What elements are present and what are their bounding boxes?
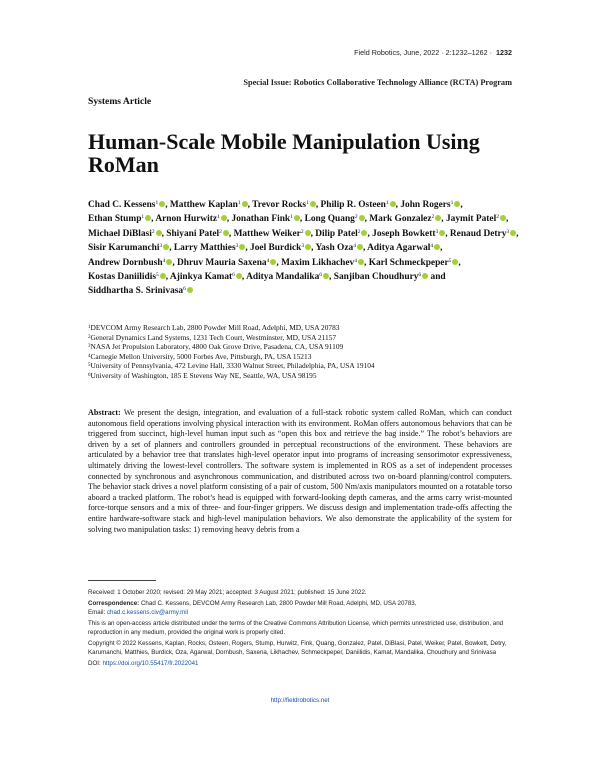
orcid-icon[interactable] bbox=[439, 230, 445, 236]
author-name: Sisir Karumanchi bbox=[88, 243, 160, 254]
author-name: Jaymit Patel bbox=[445, 214, 497, 225]
affiliation-number: 4 bbox=[88, 353, 91, 359]
affiliation-text: University of Pennsylvania, 472 Levine Hall, 3330 Walnut Street, Philadelphia, PA, USA 19104 bbox=[90, 361, 375, 370]
author bbox=[170, 200, 248, 210]
orcid-icon[interactable] bbox=[294, 215, 300, 221]
orcid-icon[interactable] bbox=[305, 244, 311, 250]
orcid-icon[interactable] bbox=[242, 201, 248, 207]
author-affiliation-mark: 1 bbox=[237, 200, 241, 206]
author bbox=[252, 200, 316, 210]
author-conjunction: and bbox=[430, 272, 446, 283]
author-affiliation-mark: 3 bbox=[235, 243, 239, 250]
affiliation-number: 3 bbox=[88, 344, 91, 349]
author-name: Philip R. Osteen bbox=[320, 200, 386, 210]
author-name: Siddhartha S. Srinivasa bbox=[88, 286, 184, 297]
author-affiliation-mark: 3 bbox=[506, 228, 510, 235]
affiliation-text: General Dynamics Land Systems, 1231 Tech Court, Westminster, MD, USA 21157 bbox=[90, 332, 337, 342]
author-name: Shiyani Patel bbox=[166, 228, 220, 239]
special-issue-line: Special Issue: Robotics Collaborative Technology Alliance (RCTA) Program bbox=[243, 78, 512, 87]
author-affiliation-mark: 4 bbox=[430, 243, 434, 250]
affiliation-number: 2 bbox=[88, 334, 91, 340]
author-name: Matthew Weiker bbox=[233, 228, 301, 239]
author-affiliation-mark: 2 bbox=[151, 228, 155, 235]
author bbox=[446, 214, 506, 224]
author bbox=[174, 243, 245, 253]
author-affiliation-mark: 5 bbox=[448, 257, 452, 264]
author-name: Yash Oza bbox=[315, 243, 354, 254]
footnote-rule bbox=[88, 580, 156, 581]
author-affiliation-mark: 2 bbox=[357, 228, 361, 235]
affiliation-text: University of Washington, 185 E Stevens Way NE, Seattle, WA, USA 98195 bbox=[90, 370, 317, 380]
orcid-icon[interactable] bbox=[270, 259, 276, 265]
author-name: Ethan Stump bbox=[88, 214, 142, 225]
affiliation-number: 5 bbox=[88, 363, 91, 368]
orcid-icon[interactable] bbox=[223, 230, 229, 236]
affiliation-line bbox=[88, 333, 528, 343]
author bbox=[88, 272, 166, 282]
page-number: 1232 bbox=[496, 48, 512, 57]
author bbox=[88, 286, 193, 296]
author-list: Chad C. Kessens$^1$ , Matthew Kaplan$^1$ , Trevor Rocks$^1$ , Philip R. Osteen$^1$ , John Rogers$^1$ , Ethan Stump$^1$ , Arnon Hurwitz$^1$ , Jonathan Fink$^1$ , Long Quang$^2$ , Mark Gonzalez$^2$ , Jaymit Patel$^2$ , Michael DiBlasi$^2$ , Shiyani Patel$^2$ , Matthew Weiker$^2$ , Dilip Patel$^2$ , Joseph Bowkett$^3$ , Renaud Detry$^3$ , Sisir Karumanchi$^3$ , Larry Matthies$^3$ , Joel Burdick$^3$ , Yash Oza$^4$ , Aditya Agarwal$^4$ , Andrew Dornbush$^4$ , Dhruv Mauria Saxena$^4$ , Maxim Likhachev$^4$ , Karl Schmeckpeper$^5$ , Kostas Daniilidis$^5$ , Ajinkya Kamat$^6$ , Aditya Mandalika$^6$ , Sanjiban Choudhury$^6$ and Siddhartha S. Srinivasa$^6$ bbox=[88, 200, 519, 297]
affiliation-number: 6 bbox=[88, 372, 91, 378]
orcid-icon[interactable] bbox=[500, 215, 506, 221]
author-name: Jonathan Fink bbox=[231, 214, 291, 225]
orcid-icon[interactable] bbox=[510, 230, 516, 236]
author bbox=[305, 214, 365, 224]
affiliation-line bbox=[88, 323, 528, 333]
orcid-icon[interactable] bbox=[390, 201, 396, 207]
author-name: Dilip Patel bbox=[315, 228, 358, 239]
running-header bbox=[354, 48, 512, 57]
affiliation-text: NASA Jet Propulsion Laboratory, 4800 Oak Grove Drive, Pasadena, CA, USA 91109 bbox=[90, 342, 344, 351]
author-name: Andrew Dornbush bbox=[88, 257, 163, 268]
author-name: Aditya Mandalika bbox=[246, 272, 320, 283]
author-affiliation-mark: 4 bbox=[162, 257, 166, 264]
footnotes bbox=[88, 589, 518, 671]
author-name: Long Quang bbox=[304, 214, 355, 225]
author-name: Joseph Bowkett bbox=[372, 228, 436, 239]
author bbox=[246, 272, 329, 282]
author-affiliation-mark: 2 bbox=[300, 228, 304, 235]
orcid-icon[interactable] bbox=[160, 273, 166, 279]
orcid-icon[interactable] bbox=[361, 230, 367, 236]
orcid-icon[interactable] bbox=[454, 201, 460, 207]
affiliation-line bbox=[88, 361, 528, 371]
author bbox=[234, 229, 311, 239]
author-affiliation-mark: 1 bbox=[450, 200, 454, 206]
author bbox=[450, 229, 516, 239]
author-name: Maxim Likhachev bbox=[281, 257, 355, 268]
author-affiliation-mark: 1 bbox=[306, 200, 309, 206]
abstract-label: Abstract: bbox=[88, 408, 121, 417]
author-affiliation-mark: 6 bbox=[232, 272, 235, 279]
author bbox=[321, 200, 396, 210]
author-affiliation-mark: 2 bbox=[431, 214, 435, 221]
running-header-text: Field Robotics, June, 2022 · 2:1232–1262 · bbox=[354, 48, 492, 57]
author-name: Michael DiBlasi bbox=[88, 228, 152, 239]
doi-line bbox=[88, 660, 518, 669]
author bbox=[315, 243, 363, 253]
author-name: Renaud Detry bbox=[449, 228, 507, 239]
orcid-icon[interactable] bbox=[358, 259, 364, 265]
author bbox=[177, 258, 276, 268]
orcid-icon[interactable] bbox=[239, 244, 245, 250]
orcid-icon[interactable] bbox=[236, 273, 242, 279]
author bbox=[367, 243, 440, 253]
orcid-icon[interactable] bbox=[163, 244, 169, 250]
author-affiliation-mark: 6 bbox=[418, 272, 422, 279]
orcid-icon[interactable] bbox=[323, 273, 329, 279]
author-name: Aditya Agarwal bbox=[367, 243, 431, 254]
author-affiliation-mark: 2 bbox=[354, 214, 358, 221]
orcid-icon[interactable] bbox=[357, 244, 363, 250]
author-affiliation-mark: 1 bbox=[385, 200, 389, 206]
author bbox=[88, 214, 151, 224]
email-link[interactable]: chad.c.kessens.civ@army.mil bbox=[106, 608, 189, 616]
author bbox=[250, 243, 311, 253]
author-name: Sanjiban Choudhury bbox=[333, 272, 419, 283]
dates-line: Received: 1 October 2020; revised: 29 May 2021; accepted: 3 August 2021; published: 15 June 2022. bbox=[88, 589, 367, 596]
author bbox=[88, 243, 169, 253]
orcid-icon[interactable] bbox=[435, 215, 441, 221]
author bbox=[170, 272, 242, 282]
author-affiliation-mark: 1 bbox=[217, 214, 220, 221]
author bbox=[334, 272, 428, 282]
author bbox=[372, 229, 445, 239]
paper-title: Human-Scale Mobile Manipulation Using RoMan bbox=[88, 129, 480, 177]
author-name: Chad C. Kessens bbox=[88, 200, 156, 210]
orcid-icon[interactable] bbox=[145, 215, 151, 221]
author bbox=[88, 258, 172, 268]
author-name: Larry Matthies bbox=[173, 243, 236, 254]
author bbox=[166, 229, 229, 239]
orcid-icon[interactable] bbox=[305, 230, 311, 236]
abstract bbox=[88, 408, 512, 535]
orcid-icon[interactable] bbox=[156, 230, 162, 236]
article-type: Systems Article bbox=[88, 96, 152, 107]
author bbox=[315, 229, 367, 239]
author bbox=[369, 258, 459, 268]
author-affiliation-mark: 2 bbox=[219, 228, 222, 235]
orcid-icon[interactable] bbox=[310, 201, 316, 207]
affiliation-text: Carnegie Mellon University, 5000 Forbes Ave, Pittsburgh, PA, USA 15213 bbox=[90, 351, 312, 361]
author-affiliation-mark: 1 bbox=[155, 200, 159, 206]
author-name: Matthew Kaplan bbox=[169, 200, 238, 210]
author-affiliation-mark: 6 bbox=[183, 286, 186, 293]
abstract-text: We present the design, integration, and evaluation of a full-stack robotic system called RoMan, which can conduct autonomous field operations involving physical interaction with its environment. RoMan offers autonomous behaviors that can be triggered from succinct, high-level human input such as “open this box and retrieve the bag inside.” The robot’s behaviors are driven by a set of planners and controllers grounded in perceptual reconstructions of the environment. These behaviors are articulated by a behavior tree that translates high-level operator input into programs of increasing sensorimotor expressiveness, ultimately driving the lowest-level controllers. The software system is implemented in ROS as a set of independent processes connected by synchronous and asynchronous communication, and distributed across two on-board planning/control computers. The behavior stack drives a novel platform consisting of a pair of custom, 500 Nm/axis manipulators mounted on a rotatable torso aboard a tracked platform. The robot’s head is equipped with forward-looking depth cameras, and the arms carry wrist-mounted force-torque sensors and a mix of three- and four-finger grippers. We discuss design and implementation trade-offs affecting the entire hardware-software stack and high-level manipulation behaviors. We also demonstrate the applicability of the system for solving two manipulation tasks: 1) removing heavy debris from a bbox=[88, 408, 512, 534]
orcid-icon[interactable] bbox=[159, 201, 165, 207]
orcid-icon[interactable] bbox=[452, 259, 458, 265]
affiliation-line bbox=[88, 352, 528, 362]
doi-label: DOI: bbox=[88, 659, 101, 667]
author bbox=[88, 229, 162, 239]
author-name: John Rogers bbox=[400, 200, 451, 210]
correspondence-label: Correspondence: bbox=[88, 600, 140, 608]
author-name: Joel Burdick bbox=[250, 243, 302, 254]
orcid-icon[interactable] bbox=[359, 215, 365, 221]
license-line: This is an open-access article distributed under the terms of the Creative Commons Attribution License, which permits unrestricted use, distribution, and reproduction in any medium, provided the original work is properly cited. bbox=[88, 620, 504, 636]
orcid-icon[interactable] bbox=[166, 259, 172, 265]
affiliation-line bbox=[88, 371, 528, 381]
orcid-icon[interactable] bbox=[187, 287, 193, 293]
affiliation-list bbox=[88, 323, 528, 380]
copyright-line: Copyright © 2022 Kessens, Kaplan, Rocks, Osteen, Rogers, Stump, Hurwitz, Fink, Quang, Gonzalez, Patel, DiBlasi, Patel, Weiker, Patel, Bowkett, Detry, Karumanchi, Matthies, Burdick, Oza, Agarwal, Dornbush, Saxena, Likhachev, Schmeckpeper, Daniilidis, Kamat, Mandalika, Choudhury and Srinivasa bbox=[88, 640, 507, 656]
footer-url-link[interactable]: http://fieldrobotics.net bbox=[270, 697, 330, 704]
author-name: Mark Gonzalez bbox=[369, 214, 432, 225]
author-affiliation-mark: 3 bbox=[159, 243, 163, 250]
affiliation-text: DEVCOM Army Research Lab, 2800 Powder Mill Road, Adelphi, MD, USA 20783 bbox=[90, 323, 340, 332]
doi-link[interactable]: https://doi.org/10.55417/fr.2022041 bbox=[102, 659, 199, 667]
author-affiliation-mark: 6 bbox=[319, 272, 323, 279]
author bbox=[400, 200, 460, 210]
author bbox=[232, 214, 300, 224]
author-name: Arnon Hurwitz bbox=[155, 214, 218, 225]
author-affiliation-mark: 4 bbox=[266, 257, 270, 264]
correspondence-text: Chad C. Kessens, DEVCOM Army Research Lab, 2800 Powder Mill Road, Adelphi, MD, USA 20783, bbox=[140, 600, 417, 608]
correspondence-line bbox=[88, 600, 518, 617]
author-name: Karl Schmeckpeper bbox=[368, 257, 449, 268]
affiliation-line bbox=[88, 342, 528, 352]
email-label: Email: bbox=[88, 608, 106, 616]
orcid-icon[interactable] bbox=[221, 215, 227, 221]
author bbox=[369, 214, 441, 224]
author bbox=[88, 200, 165, 210]
orcid-icon[interactable] bbox=[434, 244, 440, 250]
author-name: Dhruv Mauria Saxena bbox=[177, 257, 267, 268]
author-affiliation-mark: 3 bbox=[301, 243, 305, 250]
author-name: Kostas Daniilidis bbox=[88, 272, 156, 283]
author-affiliation-mark: 4 bbox=[353, 243, 356, 250]
author-affiliation-mark: 1 bbox=[141, 214, 145, 221]
author bbox=[155, 214, 226, 224]
author-affiliation-mark: 1 bbox=[290, 214, 293, 221]
author-affiliation-mark: 3 bbox=[435, 228, 439, 235]
author-affiliation-mark: 4 bbox=[354, 257, 357, 264]
author-affiliation-mark: 2 bbox=[496, 214, 499, 221]
author-name: Ajinkya Kamat bbox=[169, 272, 233, 283]
author-name: Trevor Rocks bbox=[252, 200, 307, 210]
orcid-icon[interactable] bbox=[422, 273, 428, 279]
author bbox=[281, 258, 364, 268]
author-affiliation-mark: 5 bbox=[156, 272, 159, 279]
affiliation-number: 1 bbox=[88, 325, 91, 330]
